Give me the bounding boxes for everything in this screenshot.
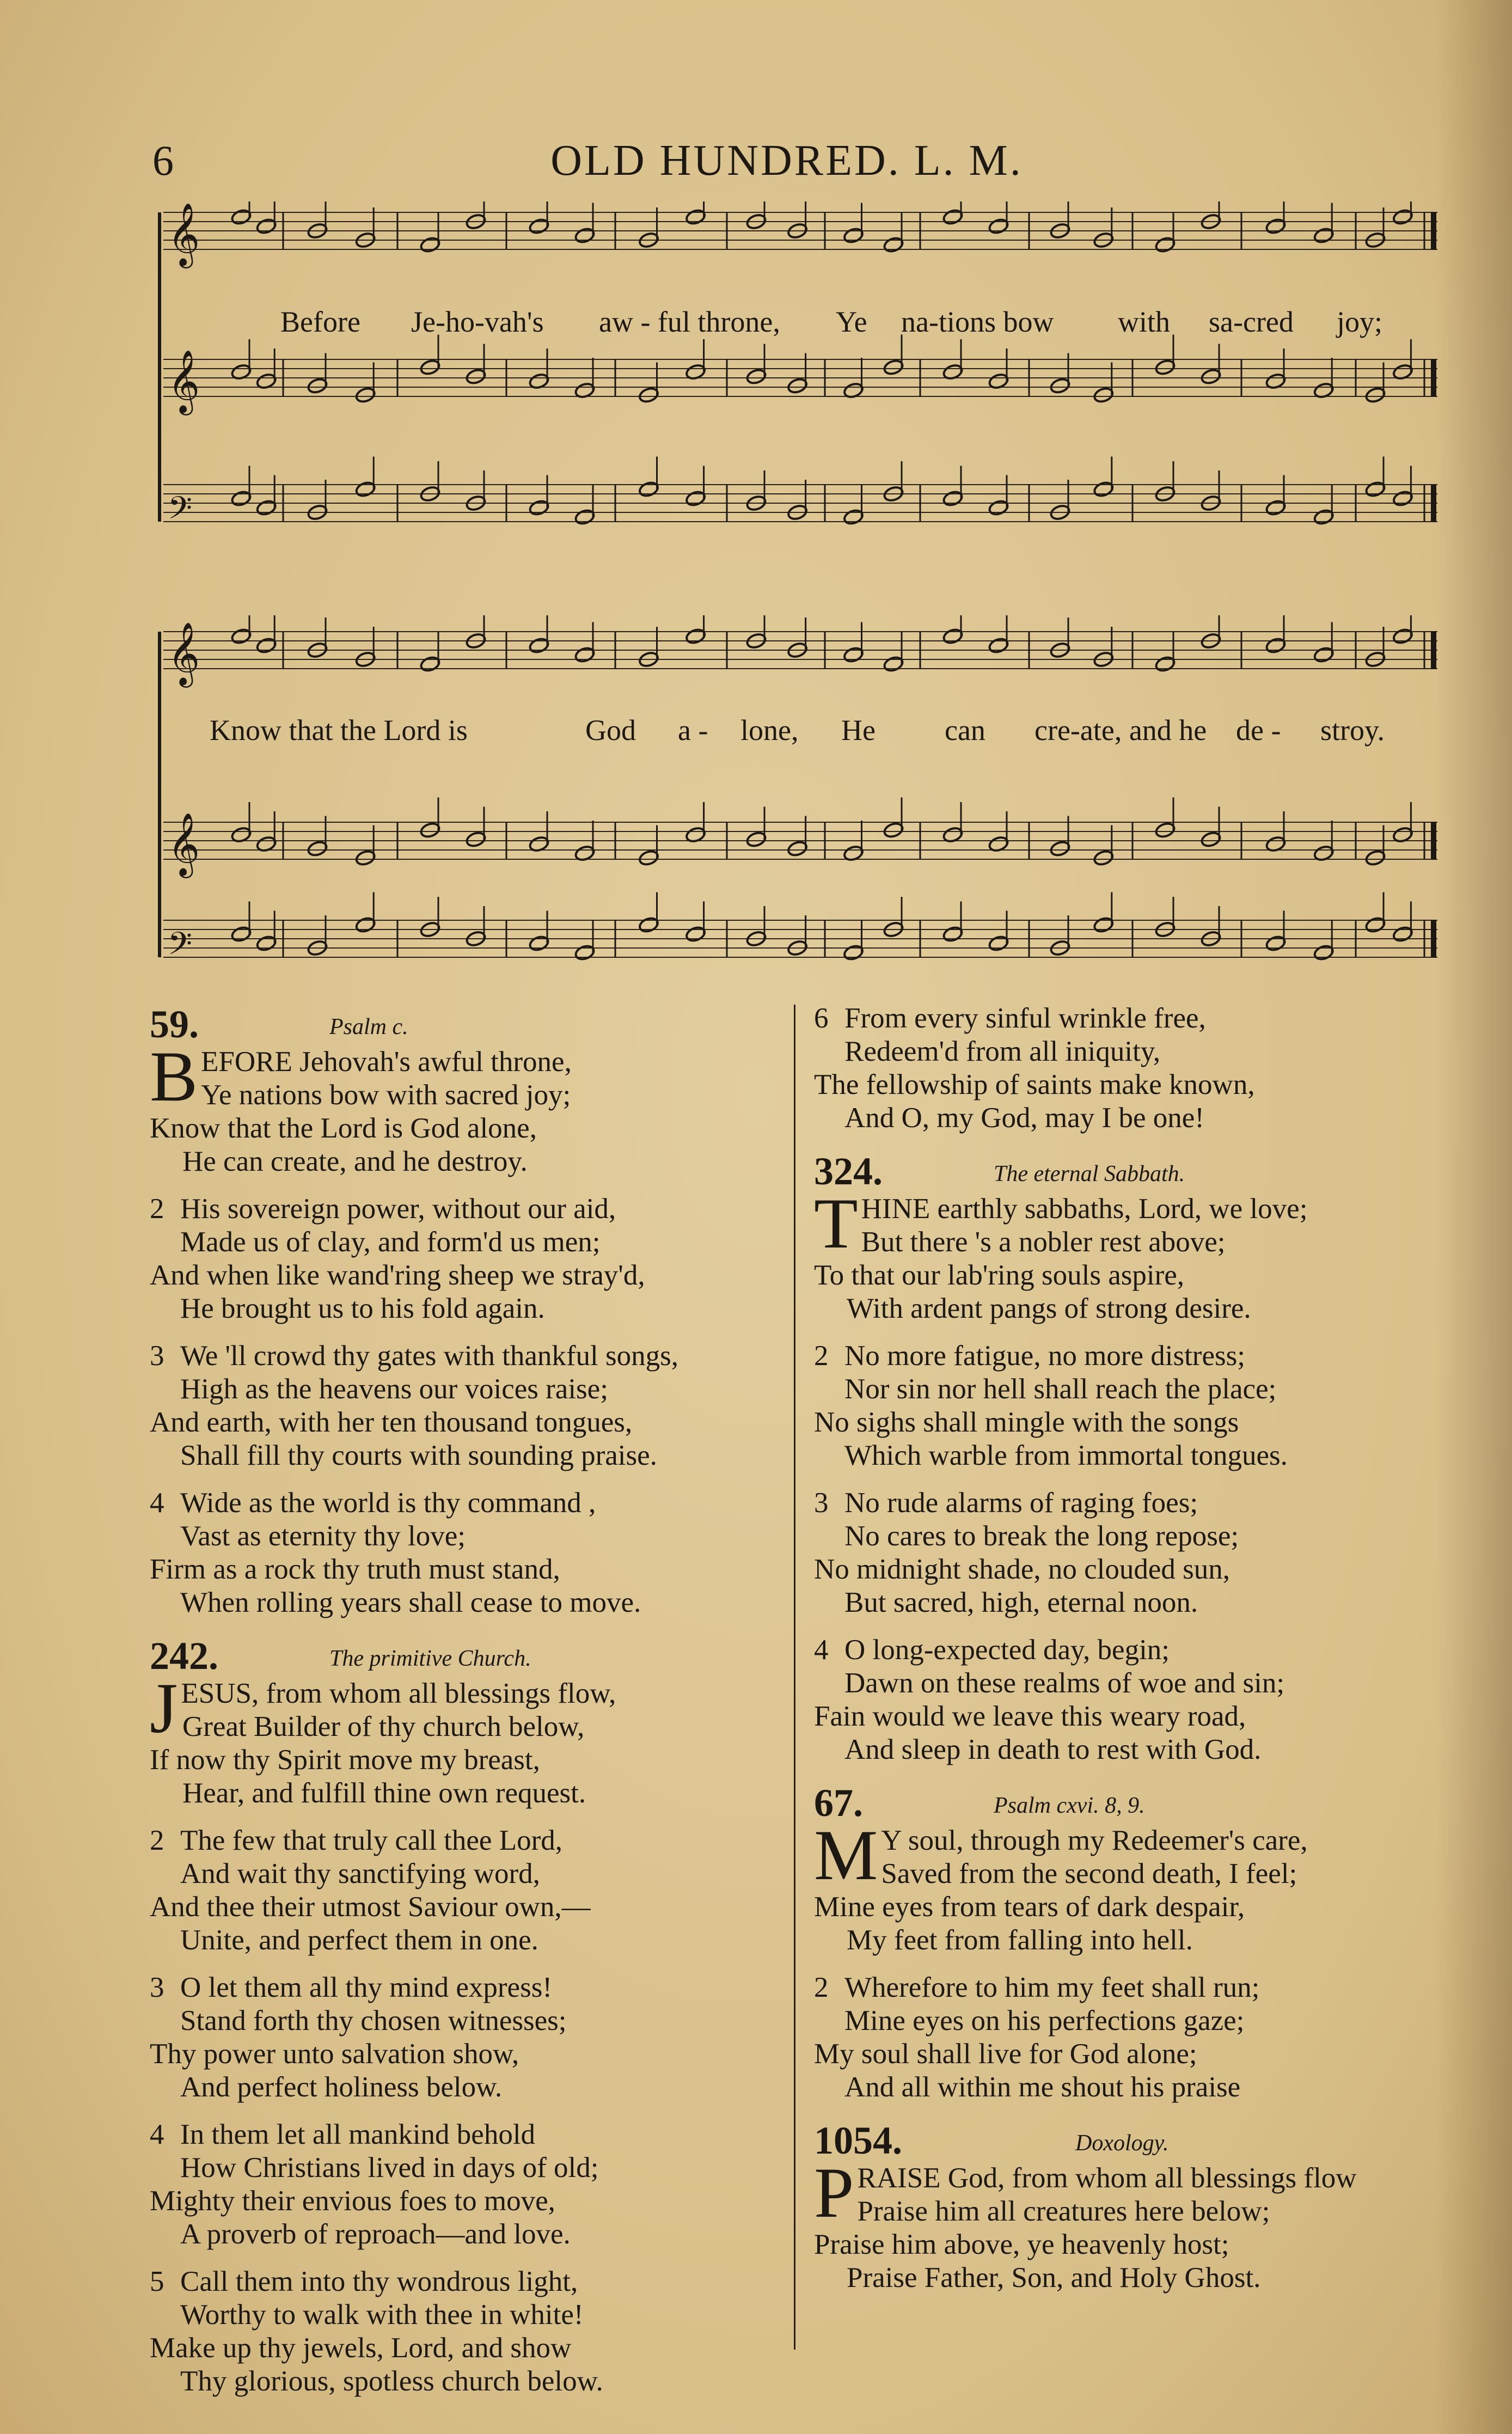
verse-line: And all within me shout his praise <box>844 2071 1241 2103</box>
final-bar <box>1431 632 1436 669</box>
hymn-number: 1054. <box>814 2119 902 2162</box>
lyric-syllable: de - <box>1236 714 1281 747</box>
verse-line: My soul shall live for God alone; <box>814 2038 1197 2070</box>
lyric-syllable: God <box>585 714 636 747</box>
verse-row <box>814 1102 1446 1135</box>
hymn-source: Psalm cxvi. 8, 9. <box>994 1793 1145 1818</box>
verse-row <box>814 1340 1446 1373</box>
verse-row <box>150 1586 781 1619</box>
right-column <box>814 1002 1446 2309</box>
verse-row <box>150 2185 781 2218</box>
verse-row <box>814 1520 1446 1553</box>
stanza-number: 4 <box>150 2119 164 2150</box>
verse-row <box>150 2332 781 2365</box>
verse-line: Y soul, through my Redeemer's care, <box>881 1825 1308 1856</box>
stanza-number: 3 <box>814 1487 829 1519</box>
verse-row <box>150 1744 781 1777</box>
stanza-number: 4 <box>814 1634 829 1666</box>
verse-row <box>150 1292 781 1325</box>
verse-line: Great Builder of thy church below, <box>182 1711 585 1742</box>
verse-row <box>814 2195 1446 2228</box>
verse-line: Dawn on these realms of woe and sin; <box>844 1667 1285 1699</box>
verse-row <box>814 1439 1446 1472</box>
verse-row <box>150 1145 781 1178</box>
verse-row <box>150 1112 781 1145</box>
hymn-heading <box>150 1002 781 1045</box>
verse-line: O let them all thy mind express! <box>180 1972 552 2003</box>
stanza <box>150 1192 781 1325</box>
treble-clef-icon: 𝄞 <box>168 814 200 874</box>
verse-line: Praise Father, Son, and Holy Ghost. <box>847 2262 1261 2294</box>
final-bar <box>1431 212 1436 249</box>
stanza <box>150 2118 781 2251</box>
verse-line: EFORE Jehovah's awful throne, <box>201 1046 572 1078</box>
verse-row <box>150 1924 781 1957</box>
verse-line: But there 's a nobler rest above; <box>861 1226 1226 1258</box>
verse-row <box>150 1192 781 1226</box>
lyrics-line-1 <box>158 305 1443 343</box>
verse-row <box>150 1226 781 1259</box>
hymn-number: 67. <box>814 1781 863 1825</box>
verse-line: My feet from falling into hell. <box>847 1924 1193 1956</box>
verse-row <box>150 2218 781 2251</box>
music-staves-2 <box>158 615 1443 986</box>
verse-row <box>814 1259 1446 1292</box>
verse-line: And O, my God, may I be one! <box>844 1102 1204 1134</box>
verse-row <box>150 1520 781 1553</box>
verse-line: No more fatigue, no more distress; <box>844 1340 1245 1372</box>
tune-title: OLD HUNDRED. L. M. <box>550 137 1023 185</box>
verse-line: No sighs shall mingle with the songs <box>814 1406 1239 1438</box>
verse-row <box>814 1035 1446 1068</box>
verse-line: From every sinful wrinkle free, <box>844 1002 1206 1034</box>
drop-cap: P <box>814 2152 854 2233</box>
verse-row <box>814 1553 1446 1586</box>
verse-row <box>814 2038 1446 2071</box>
verse-line: Make up thy jewels, Lord, and show <box>150 2332 572 2364</box>
stanza-number: 4 <box>150 1487 164 1519</box>
final-bar <box>1431 485 1436 522</box>
stanza <box>814 1487 1446 1619</box>
verse-row <box>150 1439 781 1472</box>
verse-line: Know that the Lord is God alone, <box>150 1112 537 1144</box>
page-number: 6 <box>152 137 174 184</box>
verse-line: And thee their utmost Saviour own,— <box>150 1891 591 1923</box>
stanza <box>814 1971 1446 2104</box>
hymn-number: 242. <box>150 1634 218 1678</box>
verse-line: Mighty their envious foes to move, <box>150 2185 555 2217</box>
verse-line: The fellowship of saints make known, <box>814 1069 1255 1100</box>
verse-line: No rude alarms of raging foes; <box>844 1487 1198 1519</box>
hymn <box>814 1781 1446 2104</box>
verse-line: Saved from the second death, I feel; <box>881 1858 1297 1889</box>
verse-row <box>150 2071 781 2104</box>
verse-row <box>150 1487 781 1520</box>
treble-clef-icon: 𝄞 <box>168 351 200 412</box>
verse-line: And earth, with her ten thousand tongues, <box>150 1406 633 1438</box>
hymn-heading <box>814 2118 1446 2162</box>
verse-row <box>150 1340 781 1373</box>
verse-line: Call them into thy wondrous light, <box>180 2266 578 2297</box>
verse-line: Thy power unto salvation show, <box>150 2038 519 2070</box>
verse-row <box>814 1971 1446 2004</box>
hymn <box>150 1634 781 2398</box>
hymn-source: The eternal Sabbath. <box>994 1161 1185 1187</box>
stanza <box>150 2265 781 2398</box>
page-header <box>147 136 1427 196</box>
lyric-syllable: Know that the Lord is <box>210 714 468 747</box>
verse-line: Which warble from immortal tongues. <box>844 1440 1288 1471</box>
verse-row <box>150 1777 781 1810</box>
verse-line: No cares to break the long repose; <box>844 1520 1239 1552</box>
verse-row <box>814 1487 1446 1520</box>
verse-line: If now thy Spirit move my breast, <box>150 1744 540 1776</box>
verse-line: ESUS, from whom all blessings flow, <box>181 1678 616 1709</box>
verse-line: High as the heavens our voices raise; <box>180 1373 608 1405</box>
stanza-number: 3 <box>150 1972 164 2003</box>
drop-cap: B <box>150 1036 198 1116</box>
stanza <box>150 1824 781 1957</box>
verse-row <box>814 1068 1446 1102</box>
hymn-heading <box>814 1781 1446 1824</box>
verse-line: Mine eyes on his perfections gaze; <box>844 2005 1245 2037</box>
verse-line: His sovereign power, without our aid, <box>180 1193 616 1225</box>
verse-line: And wait thy sanctifying word, <box>180 1858 540 1889</box>
verse-row <box>150 2118 781 2151</box>
verse-line: Praise him above, ye heavenly host; <box>814 2229 1229 2260</box>
verse-row <box>150 2265 781 2298</box>
stanza <box>814 1815 1446 1957</box>
verse-row <box>814 1891 1446 1924</box>
verse-row <box>814 1733 1446 1766</box>
hymn-number: 59. <box>150 1002 199 1046</box>
verse-line: When rolling years shall cease to move. <box>180 1587 641 1618</box>
verse-row <box>150 1259 781 1292</box>
hymn <box>814 1002 1446 1135</box>
verse-row <box>814 1667 1446 1700</box>
system-bracket <box>158 212 161 522</box>
lyric-syllable: lone, <box>740 714 799 747</box>
stanza-number: 2 <box>814 1972 829 2003</box>
stanza-number: 3 <box>150 1340 164 1372</box>
music-system-2 <box>158 615 1443 986</box>
drop-cap: T <box>814 1183 858 1263</box>
verse-row <box>814 1924 1446 1957</box>
lyric-syllable: Before <box>280 305 360 338</box>
hymn-heading <box>814 1149 1446 1192</box>
verse-line: Firm as a rock thy truth must stand, <box>150 1554 560 1585</box>
verse-line: Fain would we leave this weary road, <box>814 1701 1246 1732</box>
hymn <box>814 1149 1446 1766</box>
verse-line: No midnight shade, no clouded sun, <box>814 1554 1230 1585</box>
verse-line: He brought us to his fold again. <box>180 1293 545 1324</box>
drop-cap: M <box>814 1815 878 1895</box>
lyric-syllable: with <box>1118 305 1171 338</box>
stanza <box>150 1971 781 2104</box>
verse-row <box>150 2004 781 2038</box>
page-edge-shadow <box>1436 0 1512 2434</box>
verse-line: And perfect holiness below. <box>180 2071 503 2103</box>
lyric-syllable: joy; <box>1337 305 1383 338</box>
stanza <box>814 1002 1446 1135</box>
stanza-number: 6 <box>814 1002 829 1034</box>
verse-line: Praise him all creatures here below; <box>857 2196 1270 2227</box>
left-column <box>150 1002 781 2412</box>
stanza <box>814 1634 1446 1766</box>
lyric-syllable: a - <box>678 714 708 747</box>
verse-row <box>150 2038 781 2071</box>
verse-line: Made us of clay, and form'd us men; <box>180 1226 601 1258</box>
verse-row <box>150 1857 781 1891</box>
verse-row <box>150 1553 781 1586</box>
lyric-syllable: Ye <box>836 305 867 338</box>
verse-line: We 'll crowd thy gates with thankful songs, <box>180 1340 678 1372</box>
verse-line: Hear, and fulfill thine own request. <box>182 1777 586 1809</box>
verse-row <box>814 1226 1446 1259</box>
verse-row <box>814 1634 1446 1667</box>
verse-row <box>814 1002 1446 1035</box>
music-system-1 <box>158 201 1443 555</box>
lyric-syllable: Je-ho-vah's <box>411 305 544 338</box>
stanza <box>150 1036 781 1178</box>
hymn-source: Doxology. <box>1075 2131 1169 2156</box>
hymn-number: 324. <box>814 1149 883 1193</box>
verse-row <box>150 1406 781 1439</box>
verse-line: The few that truly call thee Lord, <box>180 1825 562 1856</box>
lyric-syllable: sa-cred <box>1209 305 1294 338</box>
verse-row <box>150 1891 781 1924</box>
lyric-syllable: aw - ful throne, <box>599 305 780 338</box>
system-bracket <box>158 632 161 957</box>
verse-row <box>814 1292 1446 1325</box>
verse-row <box>814 2228 1446 2261</box>
hymn-source: Psalm c. <box>329 1014 408 1039</box>
bass-clef-icon: 𝄢 <box>168 927 193 969</box>
verse-line: And sleep in death to rest with God. <box>844 1734 1262 1765</box>
lyric-syllable: He <box>841 714 876 747</box>
final-bar <box>1431 920 1436 957</box>
final-bar <box>1431 822 1436 859</box>
verse-row <box>814 1857 1446 1891</box>
verse-row <box>814 1586 1446 1619</box>
treble-clef-icon: 𝄞 <box>168 204 200 265</box>
stanza-number: 2 <box>814 1340 829 1372</box>
verse-line: And when like wand'ring sheep we stray'd, <box>150 1259 645 1291</box>
hymn <box>150 1002 781 1619</box>
verse-line: Shall fill thy courts with sounding praise. <box>180 1440 657 1471</box>
verse-line: In them let all mankind behold <box>180 2119 536 2150</box>
hymn <box>814 2118 1446 2295</box>
verse-line: RAISE God, from whom all blessings flow <box>857 2162 1357 2194</box>
verse-line: Ye nations bow with sacred joy; <box>201 1079 571 1111</box>
verse-line: Thy glorious, spotless church below. <box>180 2365 603 2397</box>
lyric-syllable: na-tions bow <box>901 305 1054 338</box>
verse-line: Stand forth thy chosen witnesses; <box>180 2005 567 2037</box>
verse-row <box>150 1373 781 1406</box>
verse-line: With ardent pangs of strong desire. <box>847 1293 1251 1324</box>
verse-line: Unite, and perfect them in one. <box>180 1924 538 1956</box>
stanza <box>150 1487 781 1619</box>
verse-line: Vast as eternity thy love; <box>180 1520 466 1552</box>
stanza <box>814 1183 1446 1325</box>
verse-row <box>150 1824 781 1857</box>
verse-line: Wherefore to him my feet shall run; <box>844 1972 1260 2003</box>
verse-row <box>150 2365 781 2398</box>
bass-clef-icon: 𝄢 <box>168 492 193 534</box>
verse-line: He can create, and he destroy. <box>182 1146 528 1177</box>
verse-row <box>814 2004 1446 2038</box>
lyric-syllable: stroy. <box>1320 714 1385 747</box>
verse-row <box>150 1971 781 2004</box>
verse-row <box>150 1710 781 1744</box>
verse-line: Worthy to walk with thee in white! <box>180 2299 584 2331</box>
stanza <box>814 1340 1446 1472</box>
column-divider <box>794 1005 795 2350</box>
treble-clef-icon: 𝄞 <box>168 623 200 684</box>
lyric-syllable: cre-ate, and he <box>1034 714 1207 747</box>
verse-row <box>814 1406 1446 1439</box>
verse-line: O long-expected day, begin; <box>844 1634 1170 1666</box>
verse-row <box>814 2261 1446 2295</box>
stanza <box>150 1668 781 1810</box>
music-staves-1 <box>158 201 1443 555</box>
verse-line: Mine eyes from tears of dark despair, <box>814 1891 1245 1923</box>
verse-line: A proverb of reproach—and love. <box>180 2218 571 2250</box>
hymn-heading <box>150 1634 781 1677</box>
drop-cap: J <box>150 1668 178 1748</box>
verse-row <box>150 2298 781 2332</box>
verse-line: HINE earthly sabbaths, Lord, we love; <box>861 1193 1308 1225</box>
verse-line: To that our lab'ring souls aspire, <box>814 1259 1184 1291</box>
stanza-number: 2 <box>150 1825 164 1856</box>
lyric-syllable: can <box>945 714 985 747</box>
stanza <box>150 1340 781 1472</box>
stanza-number: 5 <box>150 2266 164 2297</box>
verse-line: Redeem'd from all iniquity, <box>844 1036 1161 1067</box>
verse-line: Nor sin nor hell shall reach the place; <box>844 1373 1277 1405</box>
stanza-number: 2 <box>150 1193 164 1225</box>
stanza <box>814 2152 1446 2295</box>
verse-row <box>814 1373 1446 1406</box>
verse-row <box>814 2071 1446 2104</box>
verse-row <box>150 1079 781 1112</box>
verse-line: How Christians lived in days of old; <box>180 2152 599 2184</box>
verse-row <box>814 1700 1446 1733</box>
verse-line: But sacred, high, eternal noon. <box>844 1587 1198 1618</box>
verse-row <box>150 2151 781 2185</box>
final-bar <box>1431 359 1436 396</box>
hymn-source: The primitive Church. <box>329 1646 531 1671</box>
lyrics-line-2 <box>158 713 1443 751</box>
verse-line: Wide as the world is thy command , <box>180 1487 596 1519</box>
